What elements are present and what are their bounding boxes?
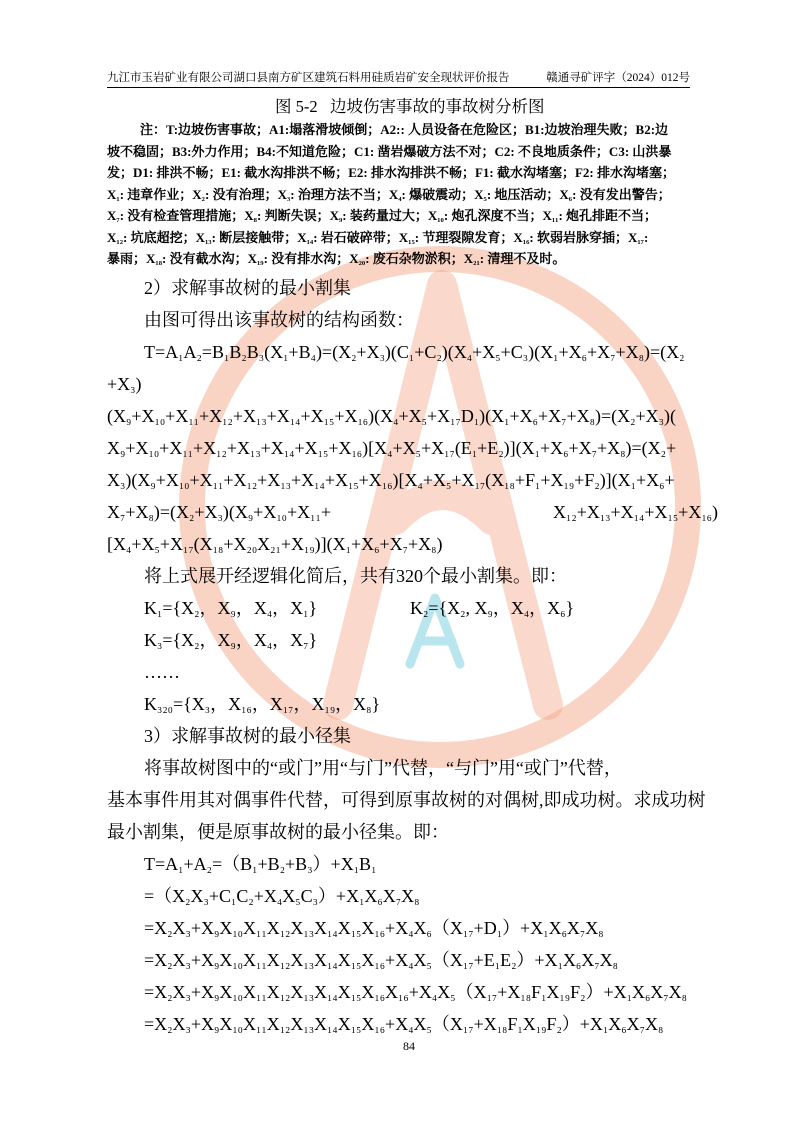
subscript: ₃	[157, 633, 163, 650]
subscript: ₁₁	[310, 505, 321, 522]
subscript: ₁₉	[256, 254, 264, 266]
subscript: ₁₆	[701, 505, 712, 522]
subscript: ₈	[657, 1017, 664, 1034]
subscript: ₄	[276, 889, 283, 906]
subscript: ₉	[214, 953, 220, 970]
subscript: ₉	[247, 505, 254, 522]
subscript: ₉	[214, 1017, 220, 1034]
subscript: ₂	[201, 189, 205, 202]
subscript: ₃	[185, 953, 191, 970]
subscript: ₁₃	[255, 409, 267, 426]
subscript: ₄	[466, 345, 473, 362]
subscript: ₂	[194, 633, 200, 650]
subscript: ₁₃	[303, 953, 315, 970]
subscript: ₅	[450, 985, 456, 1002]
subscript: ₁	[471, 441, 478, 458]
subscript: ₁₄	[314, 473, 325, 490]
subscript: ₆	[575, 953, 582, 970]
subscript: ₁	[535, 473, 541, 490]
subscript: ₅	[426, 1017, 432, 1034]
subscript: ₁₇	[462, 953, 474, 970]
subscript: ₁₀	[276, 505, 287, 522]
subscript: ₇	[594, 953, 600, 970]
subscript: ₁	[626, 985, 632, 1002]
subscript: ₂	[594, 473, 600, 490]
subscript: ₁₁	[182, 441, 193, 458]
subscript: ₃	[658, 409, 664, 426]
subscript: ₈	[431, 537, 437, 554]
subscript: ₂	[423, 601, 429, 618]
paragraph-line: 基本事件用其对偶事件代替，可得到原事故树的对偶树,即成功树。求成功树	[107, 790, 706, 810]
subscript: ₃	[258, 345, 265, 362]
subscript: ₂	[351, 345, 357, 362]
subscript: ₁	[178, 857, 184, 874]
subscript: ₁₀	[232, 953, 244, 970]
subscript: ₁₈	[212, 537, 224, 554]
subscript: ₇	[120, 505, 126, 522]
subscript: ₁	[517, 1017, 523, 1034]
note-line: 暴雨；X₁₈: 没有截水沟；X₁₉: 没有排水沟；X₂₀: 废石杂物淤积；X₂₁: 清理不及时。	[107, 251, 566, 266]
subscript: ₆	[560, 601, 566, 618]
subscript: ₁₅	[317, 441, 329, 458]
subscript: ₁	[283, 345, 289, 362]
section-heading-path-sets: 3）求解事故树的最小径集	[144, 726, 351, 746]
derivation-line: =X₂X₃+X₉X₁₀X₁₁X₁₂X₁₃X₁₄X₁₅X₁₆X₁₆+X₄X₅（X₁₇+X₁₈F₁X₁₉F₂）+X₁X₆X₇X₈	[144, 982, 687, 1002]
subscript: ₇	[579, 921, 586, 938]
subscript: ₁₇	[474, 473, 486, 490]
subscript: ₁₂	[222, 409, 233, 426]
subscript: ₂	[460, 601, 466, 618]
subscript: ₇	[303, 633, 309, 650]
subscript: ₃	[307, 857, 313, 874]
derivation-line: T=A₁+A₂=（B₁+B₂+B₃）+X₁B₁	[144, 854, 377, 874]
note-line: 坡不稳固；B3:外力作用；B4:不知道危险；C1: 凿岩爆破方法不对；C2: 不良地质条件；C3: 山洪暴	[107, 143, 672, 159]
subscript: ₄	[408, 1017, 414, 1034]
subscript: ₅	[295, 889, 301, 906]
subscript: ₈	[620, 441, 626, 458]
subscript: ₁₄	[306, 232, 314, 245]
formula-line: +X₃)	[107, 374, 142, 394]
subscript: ₁₄	[289, 409, 301, 426]
subscript: ₆	[659, 473, 665, 490]
subscript: ₁₇	[450, 409, 461, 426]
subscript: ₁₆	[522, 232, 530, 245]
subscript: ₉	[230, 633, 236, 650]
cut-set-k2: K₂={X₂, X₉，X₄，X₆}	[410, 598, 575, 618]
subscript: ₃	[522, 345, 529, 362]
subscript: ₇	[610, 345, 616, 362]
section-heading-cut-sets: 2）求解事故树的最小割集	[144, 278, 351, 298]
subscript: ₁	[602, 1017, 609, 1034]
derivation-line: =（X₂X₃+C₁C₂+X₄X₅C₃）+X₁X₆X₇X₈	[144, 886, 420, 906]
subscript: ₂₁	[473, 254, 480, 266]
subscript: ₁₁	[212, 473, 224, 490]
subscript: ₇	[402, 537, 408, 554]
subscript: ₁	[359, 889, 365, 906]
subscript: ₁	[473, 409, 480, 426]
subscript: ₄	[408, 921, 414, 938]
subscript: ₄	[417, 473, 423, 490]
subscript: ₁₆	[381, 473, 393, 490]
subscript: ₆	[426, 921, 432, 938]
subscript: ₃₂₀	[157, 697, 173, 714]
formula-line: X₉+X₁₀+X₁₁+X₁₂+X₁₃+X₁₄+X₁₅+X₁₆)[X₄+X₅+X₁₇(E₁+E₂)](X₁+X₆+X₇+X₈)=(X₂+	[107, 438, 677, 458]
subscript: ₁₆	[241, 697, 252, 714]
body-text	[107, 272, 718, 1040]
subscript: ₂	[167, 1017, 173, 1034]
subscript: ₁₃	[280, 473, 291, 490]
subscript: ₂	[167, 953, 173, 970]
subscript: ₅	[421, 409, 427, 426]
note-line: X₁: 违章作业；X₂: 没有治理；X₃: 治理方法不当；X₄: 爆破震动；X₅: 地压活动；X₆: 没有发出警告；	[107, 186, 671, 202]
subscript: ₂	[279, 857, 286, 874]
cut-set-count-text: 将上式展开经逻辑化简后，共有320个最小割集。即：	[144, 566, 567, 586]
figure-caption: 图 5-2 边坡伤害事故的事故树分析图	[275, 97, 545, 116]
subscript: ₁₂	[246, 473, 258, 490]
subscript: ₁₈	[496, 1017, 508, 1034]
subscript: ₂₀	[358, 254, 366, 266]
note-line: 发；D1: 排洪不畅；E1: 截水沟排洪不畅；E2: 排水沟排洪不畅；F1: 截水沟堵塞；F2: 排水沟堵塞；	[107, 165, 676, 180]
cut-set-k320: K₃₂₀={X₃，X₁₆，X₁₇，X₁₉，X₈}	[144, 694, 381, 714]
derivation-line: =X₂X₃+X₉X₁₀X₁₁X₁₂X₁₃X₁₄X₁₅X₁₆+X₄X₅（X₁₇+X₁₈F₁X₁₉F₂）+X₁X₆X₇X₈	[144, 1014, 664, 1034]
subscript: ₁₀	[232, 1017, 244, 1034]
subscript: ₁	[371, 857, 377, 874]
document-number: 赣通寻矿评字（2024）012号	[546, 72, 690, 84]
formula-segment: X₁₂+X₁₃+X₁₄+X₁₅+X₁₆)	[553, 502, 718, 522]
subscript: ₁	[504, 409, 510, 426]
subscript: ₁₆	[374, 1017, 386, 1034]
subscript: ₈	[612, 953, 618, 970]
subscript: ₁	[553, 345, 559, 362]
formula-line: T=A₁A₂=B₁B₂B₃(X₁+B₄)=(X₂+X₃)(C₁+C₂)(X₄+X₅+C₃)(X₁+X₆+X₇+X₈)=(X₂	[144, 342, 685, 362]
report-title: 九江市玉岩矿业有限公司湖口县南方矿区建筑石料用硅质岩矿安全现状评价报告	[107, 72, 510, 84]
subscript: ₁₇	[462, 1017, 474, 1034]
note-line: 注：T:边坡伤害事故；A1:塌落滑坡倾倒；A2:: 人员设备在危险区；B1:边坡治理失败；B2:边	[140, 122, 669, 137]
subscript: ₁₄	[327, 1017, 338, 1034]
subscript: ₁₅	[408, 232, 415, 245]
subscript: ₁₅	[350, 953, 362, 970]
subscript: ₄	[126, 537, 132, 554]
subscript: ₃	[204, 697, 211, 714]
subscript: ₄	[266, 633, 273, 650]
subscript: ₃	[130, 377, 136, 394]
subscript: ₁₄	[327, 985, 338, 1002]
subscript: ₄	[398, 189, 402, 202]
subscript: ₂	[630, 409, 636, 426]
subscript: ₂	[580, 985, 586, 1002]
subscript: ₈	[366, 697, 372, 714]
subscript: ₂	[498, 441, 504, 458]
subscript: ₁₇	[462, 921, 474, 938]
page-number: 84	[403, 1039, 415, 1053]
subscript: ₁₃	[599, 505, 611, 522]
subscript: ₉	[150, 473, 156, 490]
formula-line: (X₉+X₁₀+X₁₁+X₁₂+X₁₃+X₁₄+X₁₅+X₁₆)(X₄+X₅+X₁₇D₁)(X₁+X₆+X₇+X₈)=(X₂+X₃)(	[107, 406, 676, 426]
subscript: ₁	[408, 345, 415, 362]
subscript: ₅	[483, 189, 487, 202]
subscript: ₅	[426, 953, 432, 970]
figure-note	[107, 119, 675, 270]
subscript: ₁	[231, 889, 237, 906]
note-line: X₇: 没有检查管理措施；X₈: 判断失误；X₉: 装药量过大；X₁₀: 炮孔深度不当；X₁₁: 炮孔排距不当；	[107, 208, 658, 223]
subscript: ₁₈	[155, 254, 163, 266]
subscript: ₃	[203, 889, 209, 906]
subscript: ₁	[557, 953, 563, 970]
subscript: ₂₁	[270, 537, 281, 554]
subscript: ₃	[120, 473, 126, 490]
subscript: ₁₂	[566, 505, 577, 522]
subscript: ₁	[116, 189, 120, 202]
subscript: ₁₉	[559, 985, 571, 1002]
subscript: ₁₄	[633, 505, 645, 522]
subscript: ₁₆	[374, 921, 386, 938]
subscript: ₁₂	[279, 953, 291, 970]
subscript: ₈	[253, 211, 257, 223]
subscript: ₅	[445, 473, 452, 490]
subscript: ₁₃	[204, 232, 212, 245]
subscript: ₁₁	[256, 985, 267, 1002]
subscript: ₁₇	[486, 985, 498, 1002]
subscript: ₁	[252, 857, 258, 874]
subscript: ₁₅	[350, 921, 362, 938]
subscript: ₄	[393, 409, 399, 426]
subscript: ₈	[589, 409, 595, 426]
subscript: ₁₉	[324, 697, 336, 714]
subscript: ₁₄	[327, 921, 338, 938]
subscript: ₁	[224, 345, 230, 362]
subscript: ₁₇	[637, 232, 644, 245]
subscript: ₁₇	[282, 697, 294, 714]
subscript: ₄	[387, 441, 393, 458]
subscript: ₃	[217, 505, 223, 522]
subscript: ₂	[436, 345, 442, 362]
formula-line: X₃)(X₉+X₁₀+X₁₁+X₁₂+X₁₃+X₁₄+X₁₅+X₁₆)[X₄+X₅+X₁₇(X₁₈+F₁+X₁₉+F₂)](X₁+X₆+	[107, 470, 675, 490]
subscript: ₁₂	[216, 441, 227, 458]
subscript: ₃	[286, 189, 291, 202]
subscript: ₂	[167, 921, 173, 938]
subscript: ₆	[581, 345, 587, 362]
subscript: ₁₃	[303, 1017, 315, 1034]
subscript: ₁₃	[249, 441, 261, 458]
subscript: ₁₆	[357, 409, 369, 426]
subscript: ₃	[185, 921, 191, 938]
subscript: ₁₉	[535, 1017, 547, 1034]
subscript: ₂	[660, 441, 666, 458]
subscript: ₁₁	[256, 921, 267, 938]
subscript: ₄	[310, 345, 316, 362]
subscript: ₄	[431, 985, 438, 1002]
running-header	[107, 70, 690, 88]
subscript: ₁	[178, 345, 184, 362]
subscript: ₁₆	[351, 441, 363, 458]
note-line: X₁₂: 坑底超挖；X₁₃: 断层接触带；X₁₄: 岩石破碎带；X₁₅: 节理裂隙发育；X₁₆: 软弱岩脉穿插；X₁₇:	[107, 229, 649, 245]
subscript: ₂	[679, 345, 685, 362]
subscript: ₁₀	[232, 921, 244, 938]
subscript: ₁₈	[520, 985, 532, 1002]
subscript: ₈	[681, 985, 687, 1002]
subscript: ₁₁	[256, 953, 267, 970]
subscript: ₁	[157, 601, 163, 618]
subscript: ₁₂	[279, 921, 291, 938]
subscript: ₃	[312, 889, 318, 906]
subscript: ₁₄	[283, 441, 295, 458]
subscript: ₁₆	[374, 985, 386, 1002]
subscript: ₁₂	[279, 985, 291, 1002]
subscript: ₂	[248, 889, 254, 906]
subscript: ₂	[206, 857, 212, 874]
subscript: ₁₉	[563, 473, 575, 490]
paragraph-line: 将事故树图中的“或门”用“与门”代替，“与门”用“或门”代替，	[144, 758, 622, 778]
subscript: ₅	[415, 441, 421, 458]
subscript: ₁₁	[551, 211, 559, 223]
subscript: ₁	[494, 953, 501, 970]
subscript: ₉	[338, 211, 343, 223]
ellipsis: ……	[144, 662, 180, 682]
subscript: ₂	[196, 345, 202, 362]
subscript: ₂	[511, 953, 517, 970]
subscript: ₁₆	[374, 953, 386, 970]
subscript: ₁₇	[183, 537, 194, 554]
cut-set-k1: K₁={X₂，X₉，X₄，X₁}	[144, 598, 318, 618]
subscript: ₉	[126, 409, 132, 426]
subscript: ₂	[194, 601, 200, 618]
subscript: ₁	[541, 985, 547, 1002]
subscript: ₁₇	[444, 441, 455, 458]
subscript: ₈	[148, 505, 154, 522]
subscript: ₆	[621, 1017, 627, 1034]
subscript: ₆	[532, 409, 538, 426]
subscript: ₁₉	[304, 537, 315, 554]
subscript: ₇	[395, 889, 402, 906]
formula-segment: X₇+X₈)=(X₂+X₃)(X₉+X₁₀+X₁₁+	[107, 502, 331, 522]
subscript: ₁₅	[347, 473, 359, 490]
subscript: ₄	[523, 601, 530, 618]
cut-set-row	[107, 592, 718, 624]
subscript: ₁₅	[350, 985, 362, 1002]
subscript: ₁₅	[667, 505, 679, 522]
subscript: ₁₁	[256, 1017, 267, 1034]
subscript: ₉	[487, 601, 493, 618]
subscript: ₉	[214, 985, 220, 1002]
subscript: ₄	[408, 953, 414, 970]
subscript: ₇	[561, 409, 567, 426]
subscript: ₁₆	[398, 985, 409, 1002]
subscript: ₆	[568, 189, 573, 202]
derivation-line: =X₂X₃+X₉X₁₀X₁₁X₁₂X₁₃X₁₄X₁₅X₁₆+X₄X₆（X₁₇+D₁）+X₁X₆X₇X₈	[144, 918, 604, 938]
subscript: ₉	[214, 921, 220, 938]
structure-function-intro: 由图可得出该事故树的结构函数：	[144, 310, 414, 330]
formula-line-split	[107, 496, 718, 528]
subscript: ₁₈	[504, 473, 515, 490]
subscript: ₁	[353, 857, 360, 874]
subscript: ₅	[154, 537, 160, 554]
subscript: ₈	[414, 889, 420, 906]
subscript: ₃	[379, 345, 385, 362]
derivation-line: =X₂X₃+X₉X₁₀X₁₁X₁₂X₁₃X₁₄X₁₅X₁₆+X₄X₅（X₁₇+E₁E₂）+X₁X₆X₇X₈	[144, 950, 618, 970]
subscript: ₆	[377, 889, 383, 906]
subscript: ₁₀	[178, 473, 190, 490]
subscript: ₆	[563, 441, 569, 458]
subscript: ₇	[116, 211, 120, 223]
subscript: ₃	[185, 1017, 191, 1034]
subscript: ₉	[230, 601, 236, 618]
subscript: ₆	[374, 537, 380, 554]
subscript: ₂	[556, 1017, 562, 1034]
subscript: ₁₀	[232, 985, 244, 1002]
subscript: ₇	[591, 441, 597, 458]
subscript: ₂	[241, 345, 247, 362]
subscript: ₈	[638, 345, 644, 362]
subscript: ₉	[120, 441, 126, 458]
subscript: ₁₃	[303, 985, 315, 1002]
subscript: ₁₃	[303, 921, 315, 938]
subscript: ₁	[303, 601, 309, 618]
subscript: ₁	[630, 473, 637, 490]
formula-line: [X₄+X₅+X₁₇(X₁₈+X₂₀X₂₁+X₁₉)](X₁+X₆+X₇+X₈)	[107, 534, 443, 554]
subscript: ₁	[534, 441, 540, 458]
subscript: ₁₂	[279, 1017, 291, 1034]
subscript: ₆	[561, 921, 567, 938]
subscript: ₇	[663, 985, 669, 1002]
paragraph-line: 最小割集，便是原事故树的最小径集。即：	[107, 822, 449, 842]
subscript: ₈	[598, 921, 604, 938]
subscript: ₂₀	[246, 537, 258, 554]
subscript: ₁₂	[116, 232, 124, 245]
subscript: ₁	[496, 921, 503, 938]
subscript: ₁₅	[350, 1017, 362, 1034]
cut-set-k3: K₃={X₂，X₉，X₄，X₇}	[144, 630, 318, 650]
subscript: ₃	[185, 985, 191, 1002]
subscript: ₁₄	[327, 953, 338, 970]
subscript: ₆	[644, 985, 651, 1002]
subscript: ₁	[345, 537, 351, 554]
subscript: ₁₀	[437, 211, 444, 223]
subscript: ₁₀	[148, 441, 160, 458]
subscript: ₂	[167, 985, 173, 1002]
subscript: ₄	[266, 601, 273, 618]
subscript: ₇	[639, 1017, 645, 1034]
subscript: ₁	[543, 921, 549, 938]
subscript: ₁₀	[154, 409, 166, 426]
subscript: ₅	[495, 345, 501, 362]
subscript: ₂	[185, 889, 191, 906]
subscript: ₁₁	[188, 409, 199, 426]
subscript: ₁₅	[323, 409, 335, 426]
subscript: ₂	[188, 505, 195, 522]
